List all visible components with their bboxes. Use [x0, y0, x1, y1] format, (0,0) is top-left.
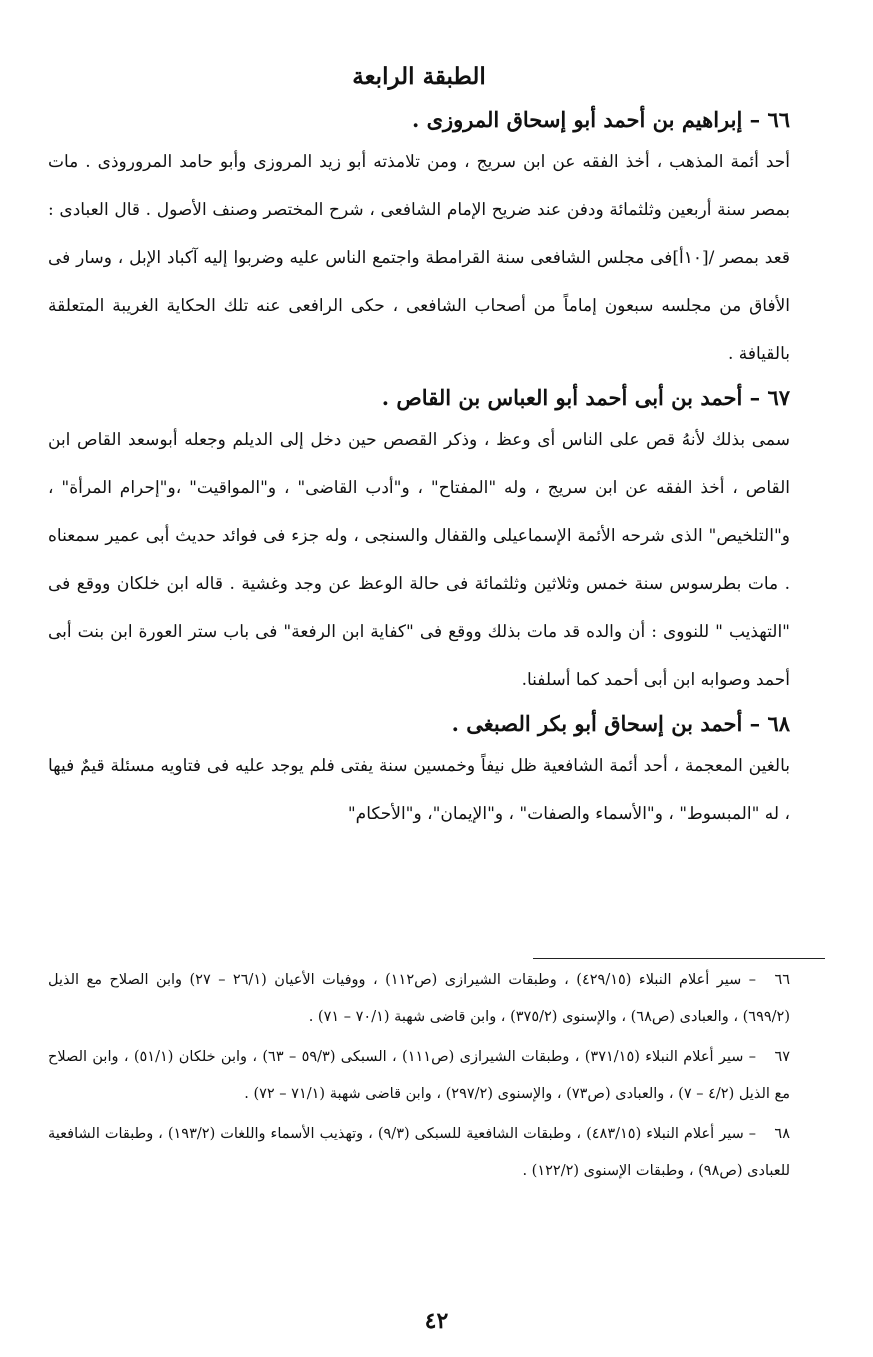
- footnote-text: – سير أعلام النبلاء (٤٢٩/١٥) ، وطبقات الشيرازى (ص١١٢) ، ووفيات الأعيان (٢٦/١ – ٢٧) وابن الصلاح مع الذيل (٦٩٩/٢) ، والعبادى (ص٦٨) ، والإسنوى (٣٧٥/٢) ، وابن قاضى شهبة (٧٠/١ – ٧١) .: [48, 972, 790, 1025]
- footnote-number: ٦٧: [774, 1049, 791, 1065]
- footnote-number: ٦٨: [774, 1126, 790, 1142]
- page-content: [48, 60, 790, 840]
- entry-heading: ٦٨ – أحمد بن إسحاق أبو بكر الصبغى .: [451, 711, 790, 736]
- footnote-divider: [533, 958, 825, 959]
- footnotes: [48, 962, 790, 1193]
- footnote-text: – سير أعلام النبلاء (٤٨٣/١٥) ، وطبقات الشافعية للسبكى (٩/٣) ، وتهذيب الأسماء واللغات (١٩٣/٢) ، وطبقات الشافعية للعبادى (ص٩٨) ، وطبقات الإسنوى (١٢٢/٢) .: [48, 1126, 790, 1179]
- section-title: الطبقة الرابعة: [352, 63, 486, 90]
- entry-heading: ٦٦ – إبراهيم بن أحمد أبو إسحاق المروزى .: [411, 107, 790, 132]
- footnote-67: [48, 1039, 790, 1113]
- footnote-68: [48, 1116, 790, 1190]
- entry-67: [48, 380, 790, 704]
- entry-heading: ٦٧ – أحمد بن أبى أحمد أبو العباس بن القاص .: [381, 385, 790, 410]
- entry-68: [48, 706, 790, 838]
- entry-body: بالغين المعجمة ، أحد أئمة الشافعية ظل نيفاً وخمسين سنة يفتى فلم يوجد عليه فى فتاويه مسئلة قيمٌ فيها ، له "المبسوط" ، و"الأسماء والصفات" ، و"الإيمان"، و"الأحكام": [48, 756, 790, 824]
- page-number: ٤٢: [424, 1308, 449, 1334]
- footnote-number: ٦٦: [774, 972, 791, 988]
- footnote-66: [48, 962, 790, 1036]
- footnote-text: – سير أعلام النبلاء (٣٧١/١٥) ، وطبقات الشيرازى (ص١١١) ، السبكى (٥٩/٣ – ٦٣) ، وابن خلكان (٥١/١) ، وابن الصلاح مع الذيل (٤/٢ – ٧) ، والعبادى (ص٧٣) ، والإسنوى (٢٩٧/٢) ، وابن قاضى شهبة (٧١/١ – ٧٢) .: [48, 1049, 790, 1102]
- entry-body: أحد أئمة المذهب ، أخذ الفقه عن ابن سريج ، ومن تلامذته أبو زيد المروزى وأبو حامد المروروذى . مات بمصر سنة أربعين وثلثمائة ودفن عند ضريح الإمام الشافعى ، شرح المختصر وصنف الأصول . قال العبادى : قعد بمصر /[١٠أ]فى مجلس الشافعى سنة القرامطة واجتمع الناس عليه وضربوا إليه آكباد الإبل ، وسار فى الأفاق من مجلسه سبعون إماماً من أصحاب الشافعى ، حكى الرافعى عنه تلك الحكاية الغريبة المتعلقة بالقيافة .: [48, 152, 790, 364]
- entry-body: سمى بذلك لأنهُ قص على الناس أى وعظ ، وذكر القصص حين دخل إلى الديلم وجعله أبوسعد القاص ابن القاص ، أخذ الفقه عن ابن سريج ، وله "المفتاح" ، و"أدب القاضى" ، و"المواقيت" ،و"إحرام المرأة" ، و"التلخيص" الذى شرحه الأئمة الإسماعيلى والقفال والسنجى ، وله جزء فى فوائد حديث أبى عمير سمعناه . مات بطرسوس سنة خمس وثلاثين وثلثمائة فى حالة الوعظ عن وجد وغشية . قاله ابن خلكان ووقع فى "التهذيب " للنووى : أن والده قد مات بذلك ووقع فى "كفاية ابن الرفعة" فى باب ستر العورة ابن بنت أبى أحمد وصوابه ابن أبى أحمد كما أسلفنا.: [48, 430, 790, 690]
- entry-66: [48, 102, 790, 378]
